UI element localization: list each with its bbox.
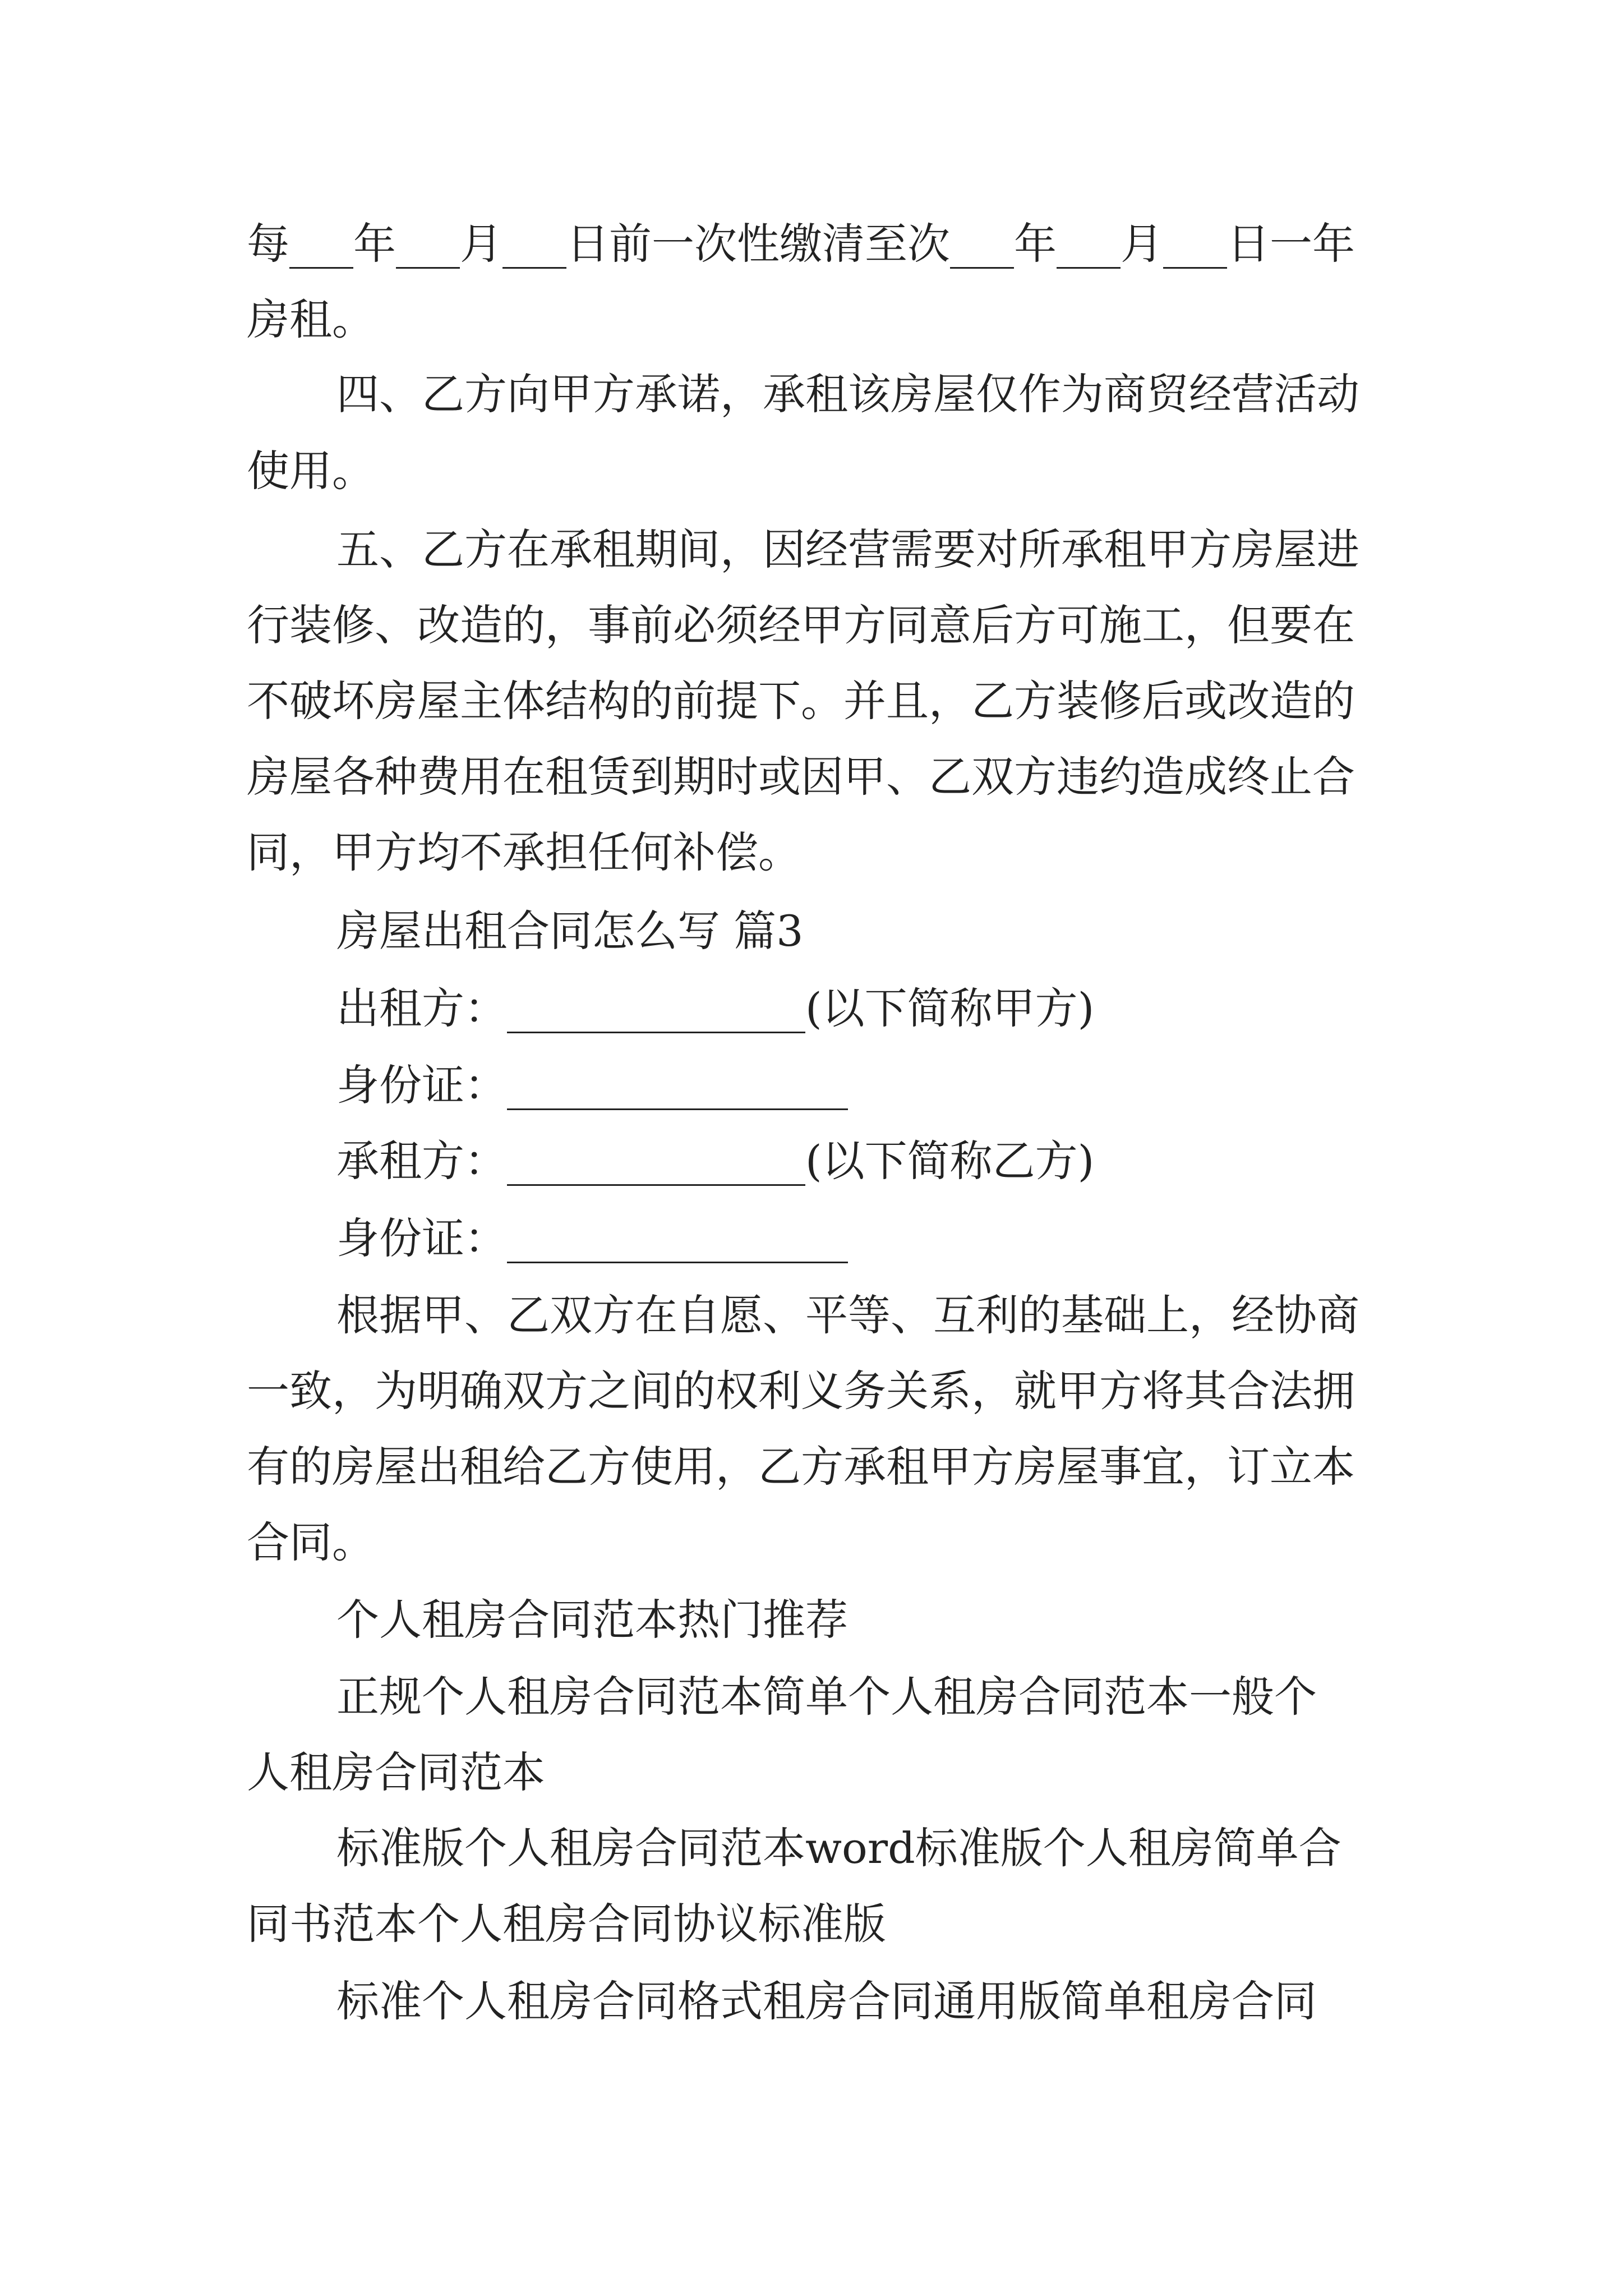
text-line: 标准版个人租房合同范本word标准版个人租房简单合 [336,1823,1341,1873]
text-line: 房屋各种费用在租赁到期时或因甲、乙双方违约造成终止合 [247,752,1355,802]
text-line: 根据甲、乙双方在自愿、平等、互利的基础上，经协商 [336,1290,1359,1340]
text-line: 行装修、改造的，事前必须经甲方同意后方可施工，但要在 [247,600,1355,650]
text-line: 标准个人租房合同格式租房合同通用版简单租房合同 [336,1976,1317,2026]
form-field-id: 身份证：________________ [336,1213,848,1263]
text-line: 一致，为明确双方之间的权利义务关系，就甲方将其合法拥 [247,1366,1355,1416]
section-heading: 房屋出租合同怎么写 篇3 [336,906,804,956]
text-line: 人租房合同范本 [247,1747,545,1797]
text-line: 不破坏房屋主体结构的前提下。并且，乙方装修后或改造的 [247,676,1355,726]
text-line: 房租。 [247,295,375,344]
text-line: 同书范本个人租房合同协议标准版 [247,1899,886,1949]
text-line: 使用。 [247,446,375,496]
section-heading: 个人租房合同范本热门推荐 [336,1595,848,1645]
text-line: 合同。 [247,1517,375,1567]
text-line: 有的房屋出租给乙方使用，乙方承租甲方房屋事宜，订立本 [247,1442,1355,1492]
text-line: 五、乙方在承租期间，因经营需要对所承租甲方房屋进 [336,524,1359,574]
text-line: 四、乙方向甲方承诺，承租该房屋仅作为商贸经营活动 [336,369,1359,419]
form-field-lessor: 出租方：______________(以下简称甲方) [336,983,1095,1033]
form-field-id: 身份证：________________ [336,1060,848,1110]
text-line: 同，甲方均不承担任何补偿。 [247,827,801,877]
text-line: 正规个人租房合同范本简单个人租房合同范本一般个 [336,1672,1317,1722]
form-field-lessee: 承租方：______________(以下简称乙方) [336,1136,1095,1186]
text-line: 每___年___月___日前一次性缴清至次___年___月___日一年 [247,219,1355,269]
